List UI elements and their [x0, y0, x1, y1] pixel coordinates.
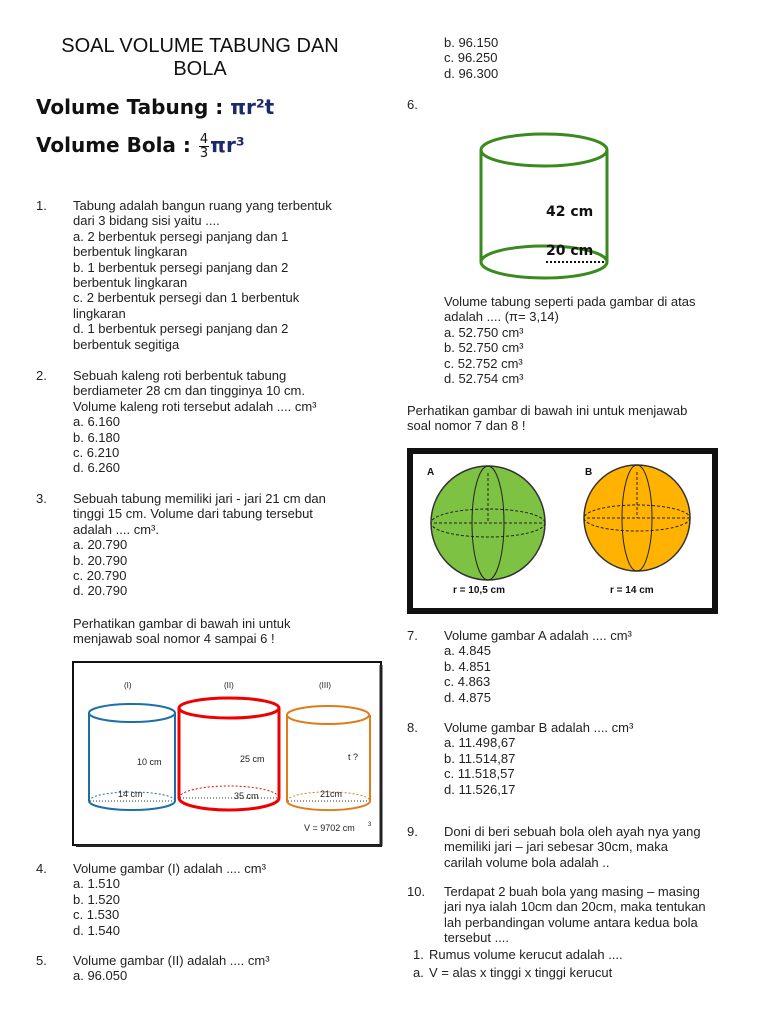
question-number: 10.	[407, 884, 426, 899]
question-number: 6.	[407, 97, 418, 112]
option-line: b. 1.520	[73, 891, 120, 907]
question-7	[407, 628, 757, 708]
height-label: 42 cm	[546, 204, 594, 220]
option-line: b. 4.851	[444, 658, 491, 674]
question-body	[444, 824, 701, 870]
cylinder-6-bottom	[481, 262, 607, 278]
question-6-body	[444, 294, 696, 386]
question-number: 3.	[36, 491, 47, 506]
text-line: Volume gambar A adalah .... cm³	[444, 628, 632, 643]
option-line: berbentuk lingkaran	[73, 244, 188, 260]
text-line: memiliki jari – jari sebesar 30cm, maka	[444, 839, 668, 855]
text-line: Volume kaleng roti tersebut adalah .... cm³	[73, 398, 317, 414]
option-line: d. 1.540	[73, 922, 120, 938]
text-line: Volume tabung seperti pada gambar di atas	[444, 294, 696, 309]
question-10	[407, 884, 762, 948]
option-line: c. 4.863	[444, 674, 491, 690]
footer-item-1	[413, 947, 753, 962]
text-line: berdiameter 28 cm dan tingginya 10 cm.	[73, 383, 305, 399]
option-line: c. 96.250	[444, 50, 498, 66]
option-line: d. 4.875	[444, 689, 491, 705]
cylinders-svg	[72, 661, 384, 847]
formula-expression: πr³	[210, 133, 245, 157]
volume-unit-exponent: 3	[368, 822, 372, 828]
list-item-text: Rumus volume kerucut adalah ....	[429, 947, 623, 962]
option-line: b. 6.180	[73, 429, 120, 445]
instruction-note	[407, 403, 687, 434]
question-8	[407, 720, 757, 800]
spheres-svg	[407, 448, 718, 614]
diameter-label-1: 14 cm	[118, 789, 143, 799]
question-2	[36, 368, 376, 478]
list-marker: a.	[413, 965, 424, 980]
option-line: a. 4.845	[444, 643, 491, 659]
option-line: d. 6.260	[73, 460, 120, 476]
diameter-label: 20 cm	[546, 243, 594, 259]
question-body	[73, 861, 266, 938]
option-line: b. 52.750 cm³	[444, 340, 524, 356]
option-line: b. 1 berbentuk persegi panjang dan 2	[73, 259, 289, 275]
figure-label-1: (I)	[124, 681, 132, 690]
option-line: berbentuk segitiga	[73, 336, 180, 352]
option-line: berbentuk lingkaran	[73, 275, 188, 291]
question-body	[73, 491, 326, 599]
question-body	[73, 198, 332, 352]
cylinders-figure	[72, 661, 384, 847]
question-1	[36, 198, 376, 358]
option-line: d. 1 berbentuk persegi panjang dan 2	[73, 321, 289, 337]
formula-label: Volume Bola :	[36, 133, 198, 157]
sphere-b-label: B	[585, 467, 593, 478]
volume-label: V = 9702 cm	[304, 823, 355, 833]
fraction-denominator: 3	[199, 146, 209, 161]
height-label-1: 10 cm	[137, 757, 162, 767]
text-line: Perhatikan gambar di bawah ini untuk	[73, 616, 291, 631]
question-number: 1.	[36, 198, 47, 213]
option-line: b. 96.150	[444, 35, 499, 50]
question-5	[36, 953, 376, 987]
text-line: jari nya ialah 10cm dan 20cm, maka tentukan	[444, 899, 706, 915]
option-line: a. 1.510	[73, 876, 120, 892]
text-line: tersebut ....	[444, 930, 510, 946]
page-title	[30, 35, 370, 81]
option-line: b. 11.514,87	[444, 750, 516, 766]
question-9	[407, 824, 757, 872]
option-line: a. 96.050	[73, 968, 128, 984]
text-line: Perhatikan gambar di bawah ini untuk menjawab	[407, 403, 688, 418]
instruction-note	[73, 616, 291, 647]
option-line: c. 11.518,57	[444, 766, 515, 782]
sphere-a-radius-label: r = 10,5 cm	[453, 585, 505, 596]
text-line: menjawab soal nomor 4 sampai 6 !	[73, 631, 275, 647]
text-line: Volume gambar (I) adalah .... cm³	[73, 861, 266, 876]
text-line: Volume gambar B adalah .... cm³	[444, 720, 634, 735]
text-line: soal nomor 7 dan 8 !	[407, 418, 526, 434]
option-line: lingkaran	[73, 305, 126, 321]
text-line: Tabung adalah bangun ruang yang terbentuk	[73, 198, 332, 213]
fraction	[199, 133, 209, 160]
diameter-label-2: 35 cm	[234, 791, 259, 801]
option-line: d. 20.790	[73, 583, 128, 599]
text-line: dari 3 bidang sisi yaitu ....	[73, 213, 220, 229]
height-label-3: t ?	[348, 752, 359, 762]
formula-label: Volume Tabung :	[36, 95, 231, 119]
text-line: adalah .... cm³.	[73, 521, 159, 537]
text-line: Sebuah tabung memiliki jari - jari 21 cm dan	[73, 491, 326, 506]
figure-label-2: (II)	[224, 681, 234, 690]
question-5-continued	[444, 35, 498, 81]
question-body	[73, 953, 270, 984]
question-body	[444, 884, 706, 946]
text-line: Terdapat 2 buah bola yang masing – masing	[444, 884, 700, 899]
text-line: Volume gambar (II) adalah .... cm³	[73, 953, 270, 968]
option-line: b. 20.790	[73, 552, 128, 568]
sphere-a-label: A	[427, 467, 435, 478]
question-4	[36, 861, 376, 941]
option-line: d. 52.754 cm³	[444, 371, 524, 387]
title-line: SOAL VOLUME TABUNG DAN	[61, 35, 339, 57]
cylinder-6-figure	[474, 128, 614, 286]
option-line: c. 20.790	[73, 568, 127, 584]
option-line: d. 11.526,17	[444, 781, 516, 797]
list-marker: 1.	[413, 947, 424, 962]
option-line: c. 6.210	[73, 445, 120, 461]
question-number: 8.	[407, 720, 418, 735]
cylinder-6-svg	[474, 128, 614, 286]
option-line: c. 1.530	[73, 907, 120, 923]
question-body	[444, 628, 632, 705]
option-line: a. 52.750 cm³	[444, 324, 524, 340]
option-line: a. 11.498,67	[444, 735, 516, 751]
footer-item-2	[413, 965, 753, 980]
question-number: 7.	[407, 628, 418, 643]
cylinder-6-top	[481, 134, 607, 166]
question-number: 4.	[36, 861, 47, 876]
text-line: Doni di beri sebuah bola oleh ayah nya yang	[444, 824, 701, 839]
option-line: a. 2 berbentuk persegi panjang dan 1	[73, 228, 289, 244]
option-line: c. 2 berbentuk persegi dan 1 berbentuk	[73, 290, 300, 306]
option-line: d. 96.300	[444, 65, 499, 81]
formula-tabung	[36, 95, 274, 119]
question-number: 5.	[36, 953, 47, 968]
figure-label-3: (III)	[319, 681, 331, 690]
option-line: c. 52.752 cm³	[444, 355, 523, 371]
diameter-label-3: 21cm	[320, 789, 343, 799]
formula-expression: πr²t	[230, 95, 275, 119]
fraction-numerator: 4	[199, 132, 209, 147]
text-line: tinggi 15 cm. Volume dari tabung tersebut	[73, 506, 313, 522]
sphere-b-radius-label: r = 14 cm	[610, 585, 654, 596]
list-item-text: V = alas x tinggi x tinggi kerucut	[429, 965, 613, 980]
option-line: a. 20.790	[73, 537, 128, 553]
question-3	[36, 491, 376, 601]
option-line: a. 6.160	[73, 414, 120, 430]
text-line: adalah .... (π= 3,14)	[444, 309, 559, 325]
spheres-figure	[407, 448, 718, 614]
text-line: carilah volume bola adalah ..	[444, 854, 610, 870]
text-line: Sebuah kaleng roti berbentuk tabung	[73, 368, 287, 383]
question-body	[444, 720, 633, 797]
question-body	[73, 368, 317, 476]
text-line: lah perbandingan volume antara kedua bola	[444, 914, 698, 930]
question-number: 9.	[407, 824, 418, 839]
title-line: BOLA	[173, 58, 227, 80]
formula-bola	[36, 133, 245, 160]
question-number: 2.	[36, 368, 47, 383]
height-label-2: 25 cm	[240, 754, 265, 764]
